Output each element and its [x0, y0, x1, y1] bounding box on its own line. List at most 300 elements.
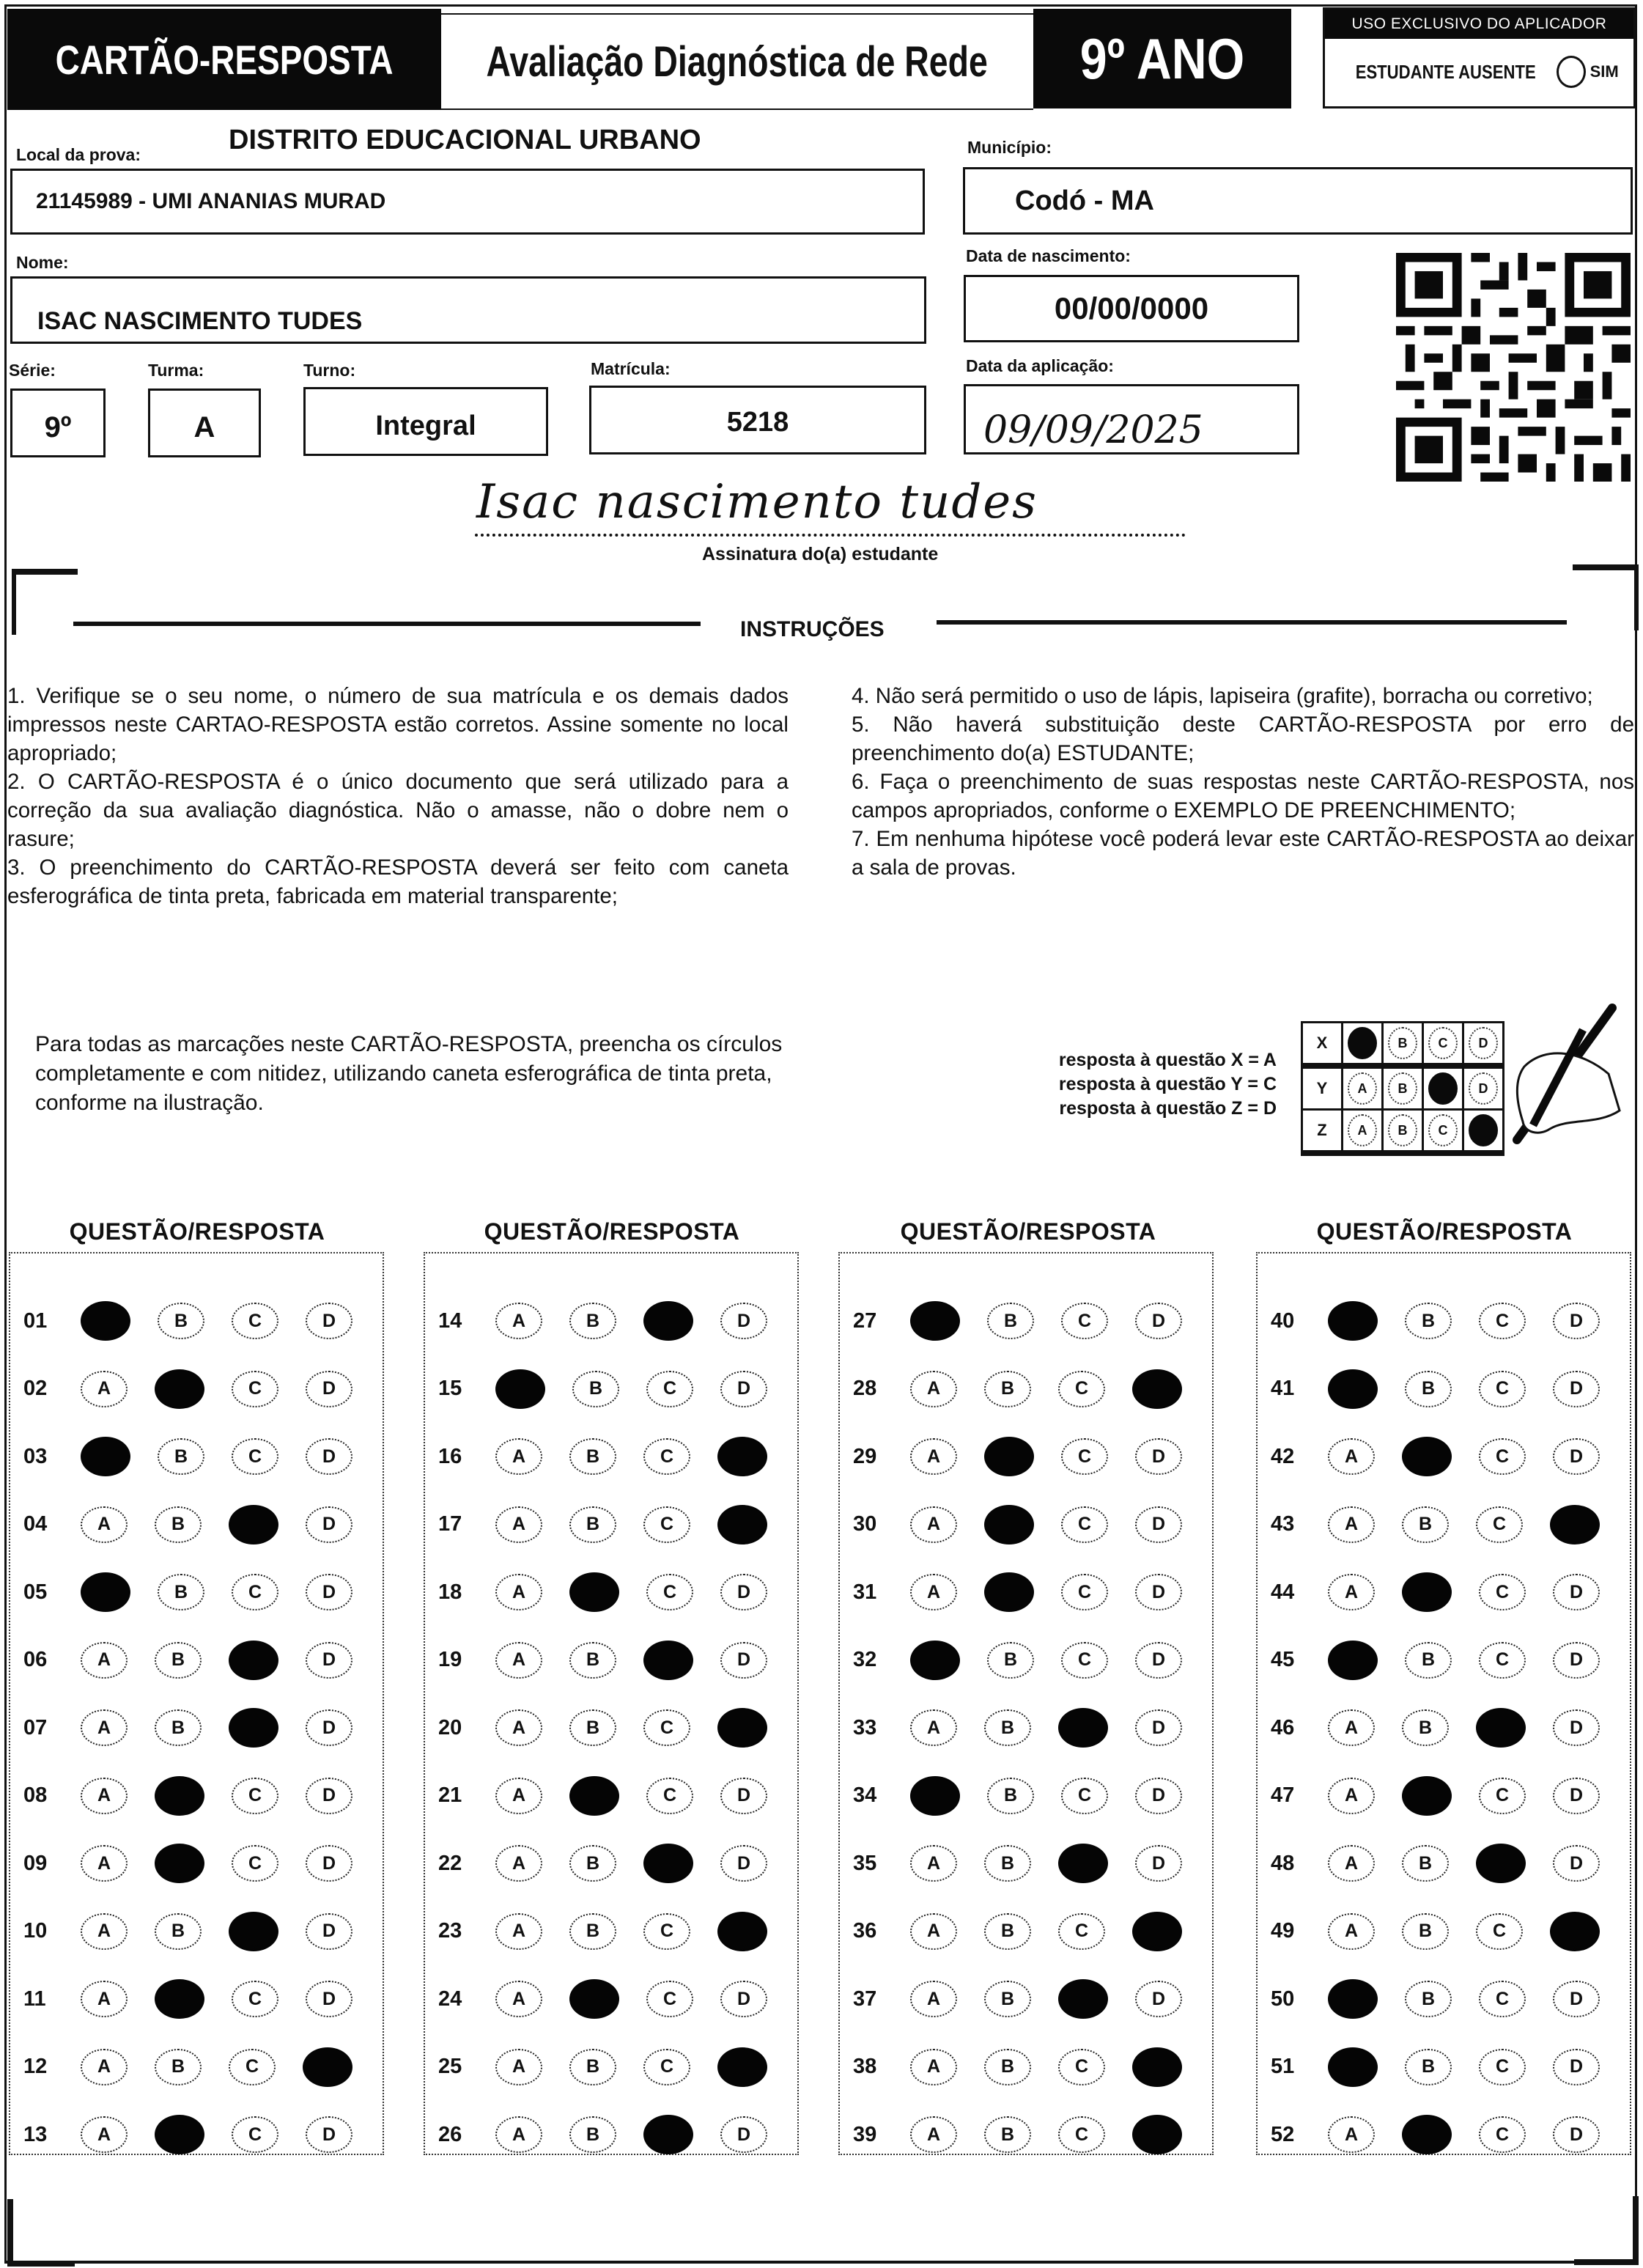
answer-bubble[interactable]: C	[1476, 1506, 1523, 1543]
answer-bubble[interactable]: D	[306, 1574, 352, 1610]
example-legend-y: resposta à questão Y = C	[1058, 1074, 1277, 1094]
question-row	[1258, 1910, 1630, 1954]
question-number: 33	[853, 1715, 877, 1739]
answer-bubble[interactable]: D	[1553, 1574, 1600, 1610]
turno-field	[303, 387, 548, 456]
answer-bubble[interactable]: B	[984, 2116, 1031, 2153]
question-number: 14	[438, 1308, 462, 1333]
answer-bubble[interactable]: B	[984, 1709, 1031, 1746]
answer-bubble-filled[interactable]	[643, 1641, 693, 1680]
answer-bubble-filled[interactable]	[1328, 1301, 1378, 1341]
question-row	[10, 1977, 383, 2021]
answer-bubble[interactable]: A	[81, 1845, 128, 1882]
local-label: Local da prova:	[16, 145, 141, 164]
answer-bubble-filled[interactable]	[1476, 1844, 1526, 1883]
answer-bubble[interactable]: C	[1479, 1303, 1526, 1339]
answer-bubble-filled[interactable]	[495, 1369, 545, 1409]
answer-bubble[interactable]: A	[1328, 1778, 1375, 1814]
answer-bubble[interactable]: A	[1328, 1438, 1375, 1475]
answer-bubble[interactable]: B	[984, 1913, 1031, 1950]
answer-bubble[interactable]: D	[720, 2116, 767, 2153]
answer-bubble-filled[interactable]	[643, 1844, 693, 1883]
answer-bubble[interactable]: D	[1553, 1778, 1600, 1814]
answer-bubble-filled[interactable]	[569, 1776, 619, 1816]
answer-bubble[interactable]: A	[495, 1778, 542, 1814]
answer-bubble[interactable]: A	[81, 1642, 128, 1679]
answer-bubble[interactable]: D	[720, 1303, 767, 1339]
answer-bubble[interactable]: C	[232, 1438, 278, 1475]
answer-bubble[interactable]: A	[910, 1845, 957, 1882]
answer-bubble[interactable]: D	[1553, 1438, 1600, 1475]
question-row	[425, 1435, 797, 1479]
answer-bubble[interactable]: B	[1402, 1913, 1449, 1950]
answer-bubble-filled[interactable]	[1132, 2047, 1182, 2087]
question-number: 22	[438, 1851, 462, 1875]
answer-bubble[interactable]: B	[569, 1845, 616, 1882]
answer-bubble-filled[interactable]	[717, 1437, 767, 1476]
answer-bubble[interactable]: A	[495, 1709, 542, 1746]
answer-bubble-filled[interactable]	[1476, 1708, 1526, 1748]
answer-bubble-filled[interactable]	[1328, 2047, 1378, 2087]
turno-label: Turno:	[303, 361, 356, 380]
answer-bubble[interactable]: D	[1553, 1371, 1600, 1407]
answer-bubble[interactable]: C	[232, 2116, 278, 2153]
answer-bubble[interactable]: C	[1479, 1642, 1526, 1679]
answer-bubble-filled[interactable]	[229, 1641, 278, 1680]
question-row	[840, 1435, 1212, 1479]
answer-column-2	[424, 1252, 799, 2155]
answer-bubble[interactable]: A	[910, 2116, 957, 2153]
question-row	[10, 1774, 383, 1818]
answer-bubble[interactable]: B	[1402, 1709, 1449, 1746]
answer-bubble[interactable]: C	[232, 1574, 278, 1610]
answer-bubble[interactable]: B	[569, 1303, 616, 1339]
serie-label: Série:	[9, 361, 56, 380]
answer-bubble[interactable]: C	[1061, 1506, 1108, 1543]
example-bubble: B	[1388, 1072, 1417, 1105]
answer-bubble[interactable]: A	[1328, 1574, 1375, 1610]
qr-code	[1396, 253, 1631, 482]
answer-bubble[interactable]: A	[81, 1981, 128, 2017]
question-number: 36	[853, 1919, 877, 1943]
answer-bubble[interactable]: D	[720, 1574, 767, 1610]
answer-bubble-filled[interactable]	[984, 1505, 1034, 1544]
local-field	[10, 169, 925, 235]
answer-bubble-filled[interactable]	[910, 1301, 960, 1341]
question-row	[425, 1841, 797, 1885]
answer-bubble[interactable]: A	[1328, 1506, 1375, 1543]
question-number: 32	[853, 1648, 877, 1671]
answer-bubble[interactable]: B	[569, 1438, 616, 1475]
answer-bubble[interactable]: D	[720, 1371, 767, 1407]
example-bubble: D	[1469, 1072, 1498, 1105]
municipio-value: Codó - MA	[1015, 185, 1154, 216]
answer-bubble[interactable]: C	[1479, 1438, 1526, 1475]
answer-bubble[interactable]: D	[1553, 2049, 1600, 2085]
answer-bubble-filled[interactable]	[1328, 1641, 1378, 1680]
answer-bubble[interactable]: C	[232, 1371, 278, 1407]
answer-bubble[interactable]: D	[1553, 2116, 1600, 2153]
question-row	[840, 1367, 1212, 1411]
answer-bubble[interactable]: A	[910, 1709, 957, 1746]
answer-bubble[interactable]: A	[81, 1506, 128, 1543]
answer-bubble[interactable]: D	[1553, 1642, 1600, 1679]
answer-bubble[interactable]: C	[1479, 1371, 1526, 1407]
answer-bubble[interactable]: D	[720, 1845, 767, 1882]
example-legend-z: resposta à questão Z = D	[1059, 1098, 1277, 1119]
answer-bubble[interactable]: B	[155, 2049, 202, 2085]
answer-bubble[interactable]: A	[910, 1506, 957, 1543]
answer-bubble-filled[interactable]	[229, 1912, 278, 1951]
answer-bubble[interactable]: B	[1405, 1642, 1452, 1679]
example-legend	[1011, 1048, 1277, 1121]
question-row	[840, 1910, 1212, 1954]
question-row	[10, 1299, 383, 1343]
answer-bubble[interactable]: C	[232, 1778, 278, 1814]
answer-bubble[interactable]: C	[1479, 2116, 1526, 2153]
answer-bubble[interactable]: A	[495, 1642, 542, 1679]
question-number: 42	[1271, 1444, 1295, 1468]
question-number: 11	[23, 1987, 46, 2011]
answer-bubble[interactable]: B	[1405, 1981, 1452, 2017]
question-row	[840, 2045, 1212, 2089]
answer-bubble[interactable]: C	[646, 1778, 693, 1814]
answer-bubble-filled[interactable]	[1402, 1437, 1452, 1476]
answer-bubble[interactable]: C	[232, 1845, 278, 1882]
example-bubble: B	[1388, 1114, 1417, 1146]
answer-bubble[interactable]: D	[306, 1778, 352, 1814]
answer-bubble[interactable]: A	[495, 1913, 542, 1950]
answer-bubble-filled[interactable]	[303, 2047, 352, 2087]
answer-bubble[interactable]: C	[1479, 2049, 1526, 2085]
answer-bubble[interactable]: D	[306, 1981, 352, 2017]
question-number: 41	[1271, 1377, 1295, 1400]
answer-bubble-filled[interactable]	[1132, 2115, 1182, 2154]
answer-bubble[interactable]: B	[158, 1438, 204, 1475]
example-bubble: A	[1348, 1072, 1377, 1105]
example-row-y	[1302, 1066, 1504, 1110]
answer-bubble[interactable]: B	[155, 1709, 202, 1746]
answer-bubble[interactable]: B	[984, 1845, 1031, 1882]
answer-bubble-filled[interactable]	[569, 1572, 619, 1612]
instruction-6: 6. Faça o preenchimento de suas respostas neste CARTÃO-RESPOSTA, nos campos apropriados, conforme o EXEMPLO DE PREENCHIMENTO;	[852, 770, 1634, 822]
answer-bubble[interactable]: D	[1553, 1303, 1600, 1339]
question-number: 26	[438, 2122, 462, 2146]
question-number: 19	[438, 1648, 462, 1671]
answer-bubble[interactable]: D	[1553, 1709, 1600, 1746]
answer-bubble-filled[interactable]	[717, 1708, 767, 1748]
answer-bubble[interactable]: D	[306, 1913, 352, 1950]
answer-bubble[interactable]: A	[910, 1371, 957, 1407]
question-row	[10, 1638, 383, 1682]
answer-bubble[interactable]: D	[1135, 1506, 1182, 1543]
question-number: 02	[23, 1377, 48, 1400]
answer-bubble-filled[interactable]	[81, 1572, 130, 1612]
answer-bubble[interactable]: A	[495, 1981, 542, 2017]
answer-bubble[interactable]: C	[1476, 1913, 1523, 1950]
answer-bubble[interactable]: A	[495, 1303, 542, 1339]
question-number: 21	[438, 1783, 462, 1807]
answer-bubble[interactable]: A	[910, 1981, 957, 2017]
question-row	[840, 1706, 1212, 1750]
answer-bubble[interactable]: A	[81, 1709, 128, 1746]
answer-bubble[interactable]: A	[1328, 1845, 1375, 1882]
example-bubble: D	[1469, 1027, 1498, 1059]
answer-bubble[interactable]: B	[569, 1709, 616, 1746]
answer-bubble-filled[interactable]	[569, 1979, 619, 2019]
answer-bubble[interactable]: C	[643, 1506, 690, 1543]
answer-bubble[interactable]: A	[495, 2116, 542, 2153]
answer-bubble[interactable]: B	[569, 2116, 616, 2153]
answer-bubble-filled[interactable]	[717, 2047, 767, 2087]
answer-bubble[interactable]: A	[495, 1845, 542, 1882]
answer-bubble[interactable]: C	[1061, 1778, 1108, 1814]
answer-bubble[interactable]: A	[910, 2049, 957, 2085]
answer-bubble[interactable]: D	[720, 1981, 767, 2017]
answer-bubble[interactable]: B	[572, 1371, 619, 1407]
absent-student-row	[1325, 39, 1633, 105]
answer-bubble[interactable]: B	[1405, 1303, 1452, 1339]
answer-bubble[interactable]: D	[1135, 1642, 1182, 1679]
answer-bubble[interactable]: C	[1479, 1778, 1526, 1814]
grade-badge-text: 9º ANO	[1079, 26, 1245, 91]
answer-bubble[interactable]: D	[306, 1303, 352, 1339]
answer-bubble[interactable]: B	[987, 1303, 1034, 1339]
answer-bubble-filled[interactable]	[1402, 2115, 1452, 2154]
answer-bubble[interactable]: B	[1402, 1845, 1449, 1882]
question-number: 15	[438, 1377, 462, 1400]
answer-bubble[interactable]: C	[1058, 1913, 1105, 1950]
answer-bubble-filled[interactable]	[1550, 1505, 1600, 1544]
answer-bubble[interactable]: D	[306, 2116, 352, 2153]
registration-mark-top-right	[1573, 564, 1639, 630]
answer-bubble[interactable]: D	[306, 1371, 352, 1407]
answer-bubble[interactable]: A	[910, 1913, 957, 1950]
applicator-title: USO EXCLUSIVO DO APLICADOR	[1325, 10, 1633, 39]
answer-bubble[interactable]: D	[720, 1778, 767, 1814]
registration-mark-top-left	[12, 569, 78, 635]
question-row	[840, 2113, 1212, 2157]
answer-bubble-filled[interactable]	[229, 1505, 278, 1544]
instruction-1: 1. Verifique se o seu nome, o número de sua matrícula e os demais dados impressos neste CARTAO-RESPOSTA estão corretos. Assine somente no local apropriado;	[7, 684, 789, 765]
answer-bubble-filled[interactable]	[717, 1505, 767, 1544]
question-number: 31	[853, 1580, 877, 1604]
exam-title: Avaliação Diagnóstica de Rede	[486, 37, 989, 86]
answer-bubble-filled[interactable]	[984, 1437, 1034, 1476]
answer-bubble[interactable]: B	[984, 1371, 1031, 1407]
answer-bubble[interactable]: C	[1058, 2049, 1105, 2085]
answer-bubble-filled[interactable]	[1058, 1844, 1108, 1883]
answer-bubble[interactable]: B	[1405, 2049, 1452, 2085]
answer-bubble[interactable]: D	[1135, 1574, 1182, 1610]
answer-bubble[interactable]: B	[1402, 1506, 1449, 1543]
answer-bubble[interactable]: D	[1135, 1709, 1182, 1746]
answer-bubble[interactable]: A	[81, 1913, 128, 1950]
answer-bubble[interactable]: A	[495, 1438, 542, 1475]
column-title-2: QUESTÃO/RESPOSTA	[484, 1218, 740, 1245]
answer-bubble-filled[interactable]	[155, 1979, 204, 2019]
answer-bubble-filled[interactable]	[155, 1369, 204, 1409]
answer-bubble-filled[interactable]	[1402, 1572, 1452, 1612]
question-row	[840, 1841, 1212, 1885]
answer-bubble-filled[interactable]	[1058, 1708, 1108, 1748]
answer-bubble-filled[interactable]	[643, 1301, 693, 1341]
question-row	[425, 1706, 797, 1750]
answer-bubble-filled[interactable]	[81, 1301, 130, 1341]
question-row	[425, 2113, 797, 2157]
answer-bubble-filled[interactable]	[717, 1912, 767, 1951]
answer-bubble[interactable]: D	[306, 1845, 352, 1882]
answer-bubble[interactable]: C	[1479, 1574, 1526, 1610]
answer-bubble[interactable]: C	[646, 1371, 693, 1407]
answer-bubble[interactable]: B	[984, 2049, 1031, 2085]
answer-bubble[interactable]: B	[569, 1506, 616, 1543]
answer-bubble[interactable]: C	[1061, 1438, 1108, 1475]
answer-bubble[interactable]: C	[1061, 1642, 1108, 1679]
question-row	[1258, 1841, 1630, 1885]
answer-bubble[interactable]: D	[306, 1709, 352, 1746]
question-number: 52	[1271, 2122, 1295, 2146]
answer-bubble-filled[interactable]	[81, 1437, 130, 1476]
answer-bubble[interactable]: D	[1135, 1981, 1182, 2017]
answer-bubble-filled[interactable]	[910, 1641, 960, 1680]
answer-bubble[interactable]: C	[1479, 1981, 1526, 2017]
answer-bubble[interactable]: C	[643, 1709, 690, 1746]
answer-bubble[interactable]: C	[1058, 1371, 1105, 1407]
answer-bubble-filled[interactable]	[1328, 1979, 1378, 2019]
turma-label: Turma:	[148, 361, 204, 380]
answer-bubble[interactable]: C	[643, 1913, 690, 1950]
matricula-field	[589, 386, 926, 454]
answer-bubble[interactable]: A	[1328, 1709, 1375, 1746]
answer-bubble[interactable]: B	[984, 1981, 1031, 2017]
answer-bubble[interactable]: C	[1061, 1574, 1108, 1610]
question-row	[1258, 1299, 1630, 1343]
answer-bubble[interactable]: D	[306, 1642, 352, 1679]
question-number: 23	[438, 1919, 462, 1943]
answer-bubble[interactable]: B	[569, 1642, 616, 1679]
question-number: 49	[1271, 1919, 1295, 1943]
example-bubble: C	[1428, 1114, 1458, 1146]
answer-bubble[interactable]: B	[155, 1506, 202, 1543]
answer-bubble[interactable]: B	[569, 1913, 616, 1950]
answer-bubble-filled[interactable]	[229, 1708, 278, 1748]
answer-bubble[interactable]: B	[987, 1778, 1034, 1814]
answer-bubble[interactable]: A	[910, 1574, 957, 1610]
answer-bubble[interactable]: D	[306, 1438, 352, 1475]
answer-bubble[interactable]: B	[569, 2049, 616, 2085]
answer-bubble[interactable]: A	[1328, 1913, 1375, 1950]
answer-bubble-filled[interactable]	[1132, 1369, 1182, 1409]
answer-bubble[interactable]: A	[81, 1371, 128, 1407]
question-number: 48	[1271, 1851, 1295, 1875]
answer-bubble[interactable]: C	[232, 1303, 278, 1339]
answer-bubble[interactable]: A	[495, 2049, 542, 2085]
answer-bubble-filled[interactable]	[984, 1572, 1034, 1612]
answer-bubble[interactable]: B	[155, 1642, 202, 1679]
question-number: 29	[853, 1444, 877, 1468]
answer-bubble-filled[interactable]	[1132, 1912, 1182, 1951]
question-number: 30	[853, 1512, 877, 1536]
answer-bubble-filled[interactable]	[1402, 1776, 1452, 1816]
question-row	[840, 1977, 1212, 2021]
absent-student-checkbox[interactable]	[1557, 56, 1586, 88]
answer-bubble[interactable]: D	[306, 1506, 352, 1543]
answer-bubble[interactable]: A	[495, 1574, 542, 1610]
question-row	[840, 1570, 1212, 1614]
answer-bubble[interactable]: C	[1058, 2116, 1105, 2153]
answer-bubble[interactable]: A	[81, 1778, 128, 1814]
question-number: 45	[1271, 1648, 1295, 1671]
answer-bubble-filled[interactable]	[1550, 1912, 1600, 1951]
answer-bubble[interactable]: D	[720, 1642, 767, 1679]
answer-bubble[interactable]: D	[1135, 1778, 1182, 1814]
answer-bubble[interactable]: C	[229, 2049, 276, 2085]
signature-line[interactable]	[475, 534, 1186, 537]
answer-bubble-filled[interactable]	[155, 2115, 204, 2154]
nome-field	[10, 276, 926, 344]
exam-title-block	[441, 13, 1033, 110]
question-row	[10, 1367, 383, 1411]
answer-bubble[interactable]: A	[910, 1438, 957, 1475]
example-row-z	[1302, 1110, 1504, 1154]
answer-bubble-filled[interactable]	[1328, 1369, 1378, 1409]
question-number: 37	[853, 1987, 877, 2011]
answer-bubble[interactable]: B	[158, 1303, 204, 1339]
answer-bubble[interactable]: C	[646, 1981, 693, 2017]
column-title-4: QUESTÃO/RESPOSTA	[1316, 1218, 1573, 1245]
signature-text: Isac nascimento tudes	[476, 475, 1038, 529]
answer-bubble-filled[interactable]	[910, 1776, 960, 1816]
answer-bubble[interactable]: D	[1553, 1981, 1600, 2017]
answer-bubble[interactable]: A	[81, 2049, 128, 2085]
matricula-label: Matrícula:	[591, 359, 671, 378]
question-number: 35	[853, 1851, 877, 1875]
answer-bubble[interactable]: B	[155, 1913, 202, 1950]
turma-value: A	[193, 410, 215, 443]
question-row	[425, 1367, 797, 1411]
question-row	[10, 2045, 383, 2089]
answer-bubble-filled[interactable]	[155, 1776, 204, 1816]
answer-bubble-filled[interactable]	[643, 2115, 693, 2154]
answer-bubble[interactable]: A	[1328, 2116, 1375, 2153]
question-row	[10, 1503, 383, 1547]
question-number: 34	[853, 1783, 877, 1807]
answer-bubble[interactable]: D	[1135, 1845, 1182, 1882]
column-title-1: QUESTÃO/RESPOSTA	[69, 1218, 325, 1245]
answer-bubble[interactable]: C	[1061, 1303, 1108, 1339]
question-row	[425, 1299, 797, 1343]
answer-bubble[interactable]: C	[646, 1574, 693, 1610]
answer-bubble[interactable]: C	[232, 1981, 278, 2017]
answer-bubble[interactable]: D	[1553, 1845, 1600, 1882]
question-number: 39	[853, 2122, 877, 2146]
answer-bubble[interactable]: D	[1135, 1438, 1182, 1475]
answer-bubble[interactable]: B	[987, 1642, 1034, 1679]
answer-bubble[interactable]: D	[1135, 1303, 1182, 1339]
answer-bubble[interactable]: B	[158, 1574, 204, 1610]
question-row	[10, 1910, 383, 1954]
answer-bubble[interactable]: B	[1405, 1371, 1452, 1407]
question-number: 06	[23, 1648, 48, 1671]
question-number: 05	[23, 1580, 48, 1604]
answer-bubble[interactable]: C	[643, 1438, 690, 1475]
answer-bubble[interactable]: A	[495, 1506, 542, 1543]
answer-bubble-filled[interactable]	[155, 1844, 204, 1883]
answer-bubble[interactable]: C	[643, 2049, 690, 2085]
answer-bubble-filled[interactable]	[1058, 1979, 1108, 2019]
answer-bubble[interactable]: A	[81, 2116, 128, 2153]
